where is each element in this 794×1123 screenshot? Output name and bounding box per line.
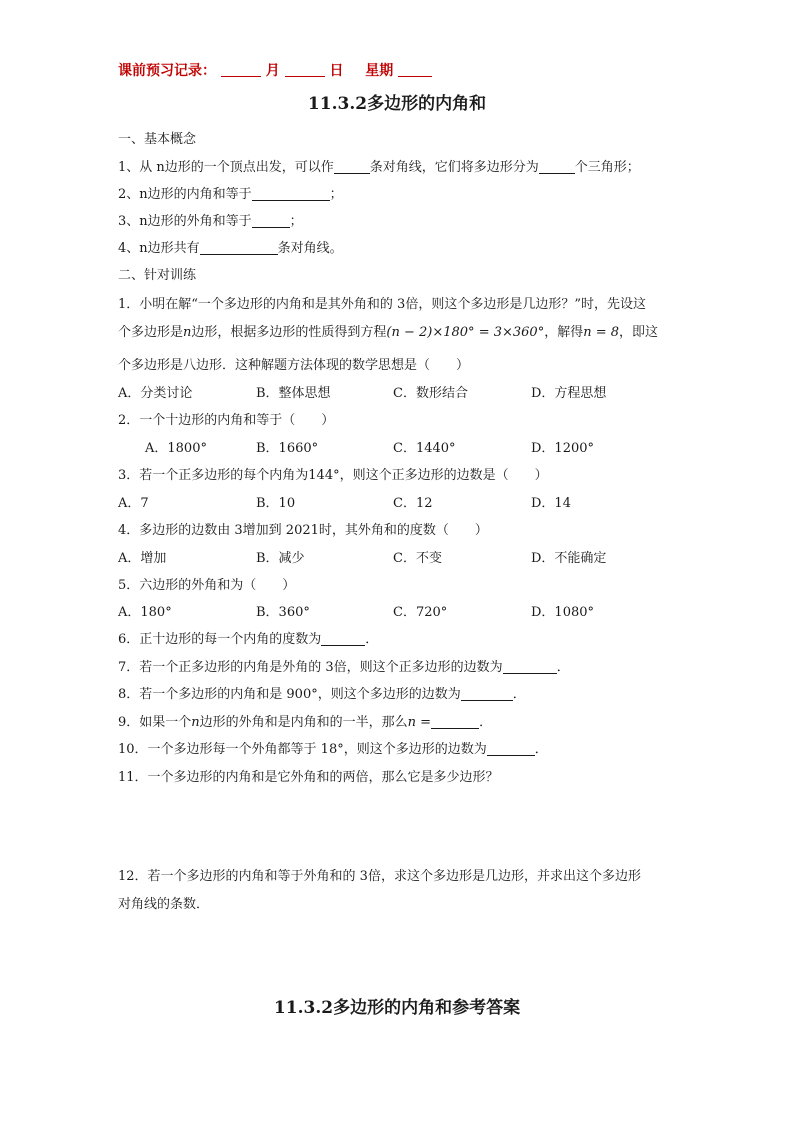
p5-option-a: A．180°	[118, 605, 172, 620]
p9-text-b: 边形的外角和是内角和的一半，那么	[199, 715, 408, 730]
p2-option-b: B．1660°	[256, 441, 319, 456]
q3-blank	[252, 213, 290, 228]
p2-option-d: D．1200°	[531, 441, 595, 456]
section-heading-practice: 二、针对训练	[118, 268, 197, 283]
problem-5-stem: 5．六边形的外角和为（ ）	[118, 578, 296, 593]
problem-9	[118, 714, 492, 732]
p1-line2-text-b: 边形，根据多边形的性质得到方程	[191, 325, 387, 340]
problem-8	[118, 686, 526, 704]
concept-question-3	[118, 213, 303, 231]
p1-line2-text-d: ，即这	[619, 325, 659, 340]
p2-option-c: C．1440°	[393, 441, 456, 456]
p3-option-c: C．12	[393, 496, 433, 511]
problem-10	[118, 741, 548, 759]
p4-option-b: B．减少	[256, 551, 305, 566]
p5-option-b: B．360°	[256, 605, 310, 620]
p6-blank	[321, 631, 365, 646]
p10-blank	[487, 741, 535, 756]
weekday-blank	[398, 62, 432, 77]
p9-text-a: 9．如果一个	[118, 715, 192, 730]
p9-blank	[431, 714, 479, 729]
month-blank	[221, 62, 261, 77]
p1-option-b: B．整体思想	[256, 386, 331, 401]
p9-text-d: ．	[479, 715, 493, 730]
q4-text-a: 4、n边形共有	[118, 241, 200, 256]
q1-blank-2	[539, 159, 575, 174]
q1-text-a: 1、从 n边形的一个顶点出发，可以作	[118, 160, 334, 175]
problem-12-line-1: 12．若一个多边形的内角和等于外角和的 3倍，求这个多边形是几边形，并求出这个多边形	[118, 869, 641, 884]
month-label: 月	[265, 63, 280, 79]
concept-question-4	[118, 240, 343, 258]
problem-11: 11．一个多边形的内角和是它外角和的两倍，那么它是多少边形？	[118, 770, 499, 785]
p1-line2-text-c: ，解得	[544, 325, 584, 340]
p1-solution: n = 8	[583, 325, 620, 340]
problem-3-stem: 3．若一个正多边形的每个内角为144°，则这个正多边形的边数是（ ）	[118, 468, 548, 483]
p8-blank	[461, 686, 513, 701]
concept-question-2	[118, 186, 343, 204]
p1-option-a: A．分类讨论	[118, 386, 193, 401]
record-label: 课前预习记录：	[118, 63, 216, 79]
p1-equation: (n − 2)×180° = 3×360°	[386, 325, 545, 340]
problem-1-line-1: 1．小明在解“一个多边形的内角和是其外角和的 3倍，则这个多边形是几边形？”时，先设这	[118, 297, 646, 312]
q2-text-b: ；	[329, 187, 343, 202]
p9-variable-n: n	[191, 715, 200, 730]
q2-text-a: 2、n边形的内角和等于	[118, 187, 252, 202]
answer-key-title: 11.3.2多边形的内角和参考答案	[273, 998, 521, 1018]
q3-text-a: 3、n边形的外角和等于	[118, 214, 252, 229]
p3-option-b: B．10	[256, 496, 296, 511]
q1-text-b: 条对角线，它们将多边形分为	[369, 160, 539, 175]
section-heading-basic-concepts: 一、基本概念	[118, 132, 197, 147]
p8-text-a: 8．若一个多边形的内角和是 900°，则这个多边形的边数为	[118, 687, 461, 702]
q2-blank	[252, 186, 330, 201]
p1-line2-text-a: 个多边形是	[118, 325, 184, 340]
problem-1-line-2	[118, 324, 658, 342]
p9-n-equals: n =	[407, 715, 432, 730]
q1-text-c: 个三角形；	[574, 160, 640, 175]
p3-option-d: D．14	[531, 496, 571, 511]
p4-option-a: A．增加	[118, 551, 167, 566]
problem-6	[118, 631, 378, 649]
p1-variable-n: n	[183, 325, 192, 340]
p6-text-b: ．	[365, 632, 379, 647]
p1-option-d: D．方程思想	[531, 386, 607, 401]
concept-question-1	[118, 159, 640, 177]
p10-text-a: 10．一个多边形每一个外角都等于 18°，则这个多边形的边数为	[118, 742, 487, 757]
p7-text-b: ．	[556, 660, 570, 675]
p10-text-b: ．	[534, 742, 548, 757]
p7-text-a: 7．若一个正多边形的内角是外角的 3倍，则这个正多边形的边数为	[118, 660, 503, 675]
p8-text-b: ．	[512, 687, 526, 702]
problem-12-line-2: 对角线的条数．	[118, 897, 210, 912]
preview-record-line	[118, 62, 432, 80]
p3-option-a: A．7	[118, 496, 149, 511]
day-label: 日	[329, 63, 344, 79]
q3-text-b: ；	[289, 214, 303, 229]
p6-text-a: 6．正十边形的每一个内角的度数为	[118, 632, 322, 647]
p4-option-d: D．不能确定	[531, 551, 607, 566]
p1-option-c: C．数形结合	[393, 386, 468, 401]
q4-blank	[200, 240, 278, 255]
p5-option-d: D．1080°	[531, 605, 595, 620]
q1-blank-1	[334, 159, 370, 174]
p4-option-c: C．不变	[393, 551, 442, 566]
problem-4-stem: 4．多边形的边数由 3增加到 2021时，其外角和的度数（ ）	[118, 523, 488, 538]
day-blank	[285, 62, 325, 77]
p5-option-c: C．720°	[393, 605, 448, 620]
weekday-label: 星期	[365, 63, 394, 79]
problem-2-stem: 2．一个十边形的内角和等于（ ）	[118, 413, 335, 428]
p2-option-a: A．1800°	[145, 441, 207, 456]
problem-7	[118, 659, 570, 677]
page-title: 11.3.2多边形的内角和	[307, 94, 487, 114]
p7-blank	[503, 659, 557, 674]
problem-1-line-3: 个多边形是八边形．这种解题方法体现的数学思想是（ ）	[118, 358, 470, 373]
q4-text-b: 条对角线。	[277, 241, 343, 256]
